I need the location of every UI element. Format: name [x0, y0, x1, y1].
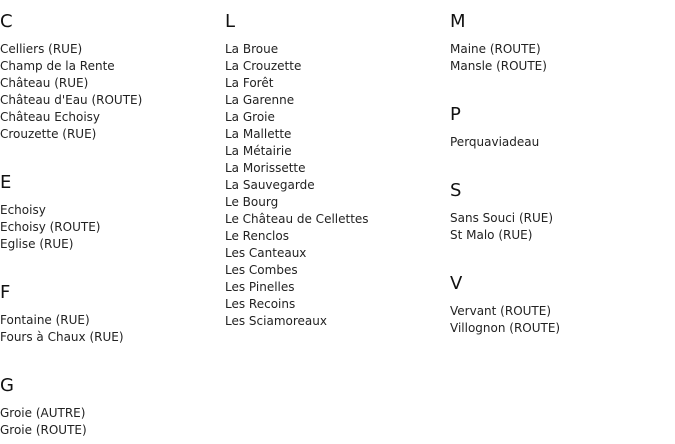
street-list — [450, 134, 670, 151]
index-column-2 — [225, 0, 445, 330]
index-column-1 — [0, 0, 220, 439]
street-list — [450, 303, 670, 337]
letter-group — [0, 172, 220, 271]
street-link[interactable]: Sans Souci (RUE) — [450, 211, 554, 225]
street-link[interactable]: Eglise (RUE) — [0, 237, 74, 251]
street-link[interactable]: Mansle (ROUTE) — [450, 59, 547, 73]
street-link[interactable]: La Garenne — [225, 93, 295, 107]
group-spacer — [0, 143, 220, 161]
letter-group — [0, 282, 220, 364]
street-link[interactable]: Vervant (ROUTE) — [450, 304, 552, 318]
street-link[interactable]: La Métairie — [225, 144, 292, 158]
group-spacer — [450, 244, 670, 262]
letter-group — [450, 180, 670, 262]
letter-heading: E — [0, 172, 12, 193]
street-link[interactable]: La Crouzette — [225, 59, 302, 73]
letter-heading: M — [450, 11, 466, 32]
letter-group — [0, 11, 220, 161]
street-link[interactable]: Champ de la Rente — [0, 59, 115, 73]
street-link[interactable]: Echoisy (ROUTE) — [0, 220, 101, 234]
street-list — [225, 41, 445, 330]
street-list — [450, 210, 670, 244]
street-link[interactable]: Le Renclos — [225, 229, 289, 243]
street-link[interactable]: La Forêt — [225, 76, 274, 90]
street-link[interactable]: La Sauvegarde — [225, 178, 315, 192]
letter-heading: S — [450, 180, 462, 201]
street-link[interactable]: Les Pinelles — [225, 280, 295, 294]
letter-heading: P — [450, 104, 461, 125]
letter-heading: V — [450, 273, 463, 294]
street-link[interactable]: La Groie — [225, 110, 275, 124]
street-link[interactable]: La Broue — [225, 42, 279, 56]
street-link[interactable]: Les Canteaux — [225, 246, 307, 260]
street-link[interactable]: Le Bourg — [225, 195, 279, 209]
street-link[interactable]: Perquaviadeau — [450, 135, 540, 149]
street-list — [0, 405, 220, 439]
letter-heading: C — [0, 11, 13, 32]
street-list — [0, 202, 220, 253]
street-link[interactable]: Château d'Eau (ROUTE) — [0, 93, 143, 107]
group-spacer — [450, 75, 670, 93]
street-link[interactable]: Groie (ROUTE) — [0, 423, 87, 437]
letter-heading: L — [225, 11, 236, 32]
index-column-3 — [450, 0, 670, 337]
letter-group — [0, 375, 220, 439]
street-link[interactable]: Echoisy — [0, 203, 46, 217]
street-link[interactable]: Celliers (RUE) — [0, 42, 83, 56]
street-link[interactable]: Les Combes — [225, 263, 298, 277]
street-link[interactable]: La Morissette — [225, 161, 306, 175]
street-link[interactable]: Les Sciamoreaux — [225, 314, 327, 328]
letter-group — [450, 273, 670, 337]
street-link[interactable]: Villognon (ROUTE) — [450, 321, 561, 335]
street-list — [0, 41, 220, 143]
letter-group — [450, 11, 670, 93]
street-link[interactable]: Fours à Chaux (RUE) — [0, 330, 124, 344]
street-list — [450, 41, 670, 75]
group-spacer — [450, 151, 670, 169]
street-link[interactable]: Les Recoins — [225, 297, 296, 311]
street-link[interactable]: La Mallette — [225, 127, 292, 141]
street-link[interactable]: Crouzette (RUE) — [0, 127, 97, 141]
letter-heading: G — [0, 375, 14, 396]
street-link[interactable]: Groie (AUTRE) — [0, 406, 86, 420]
letter-heading: F — [0, 282, 11, 303]
street-list — [0, 312, 220, 346]
group-spacer — [0, 253, 220, 271]
letter-group — [225, 11, 445, 330]
letter-group — [450, 104, 670, 169]
street-link[interactable]: Château Echoisy — [0, 110, 101, 124]
group-spacer — [0, 346, 220, 364]
street-link[interactable]: St Malo (RUE) — [450, 228, 533, 242]
street-link[interactable]: Maine (ROUTE) — [450, 42, 541, 56]
street-link[interactable]: Le Château de Cellettes — [225, 212, 369, 226]
street-link[interactable]: Fontaine (RUE) — [0, 313, 90, 327]
street-link[interactable]: Château (RUE) — [0, 76, 89, 90]
